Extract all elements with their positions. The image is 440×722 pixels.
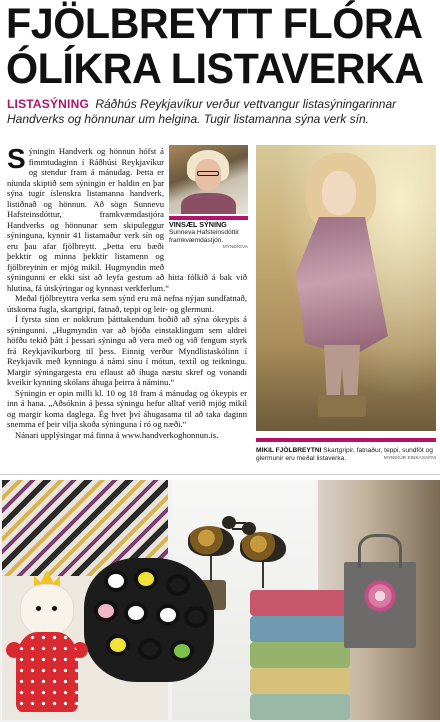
- paragraph: Í fyrsta sinn er nokkrum þátttakendum boðið að sýna ókeypis á sýningunni. „Hugmyndin var að bjóða einstaklingum sem aldrei höfðu tekið þátt í þessari sýningu að vera með og við fengum styrk frá Reykjavíkurborg til þess. Einnig verður Myndlistaskólinn í Reykjavík með kynningu á námi sínu í mótun, textíl og teikningu. Margir sýningargesta eru eflaust að íhuga næstu skref og vonandi kveikir kynning skólans áhuga þeirra á náminu.“: [7, 314, 247, 387]
- portrait-caption-title: VINSÆL SÝNING: [169, 220, 227, 229]
- headline-line-2: ÓLÍKRA LISTAVERKA: [6, 45, 424, 93]
- paragraph: Sýningin Handverk og hönnun hófst á fimmtudaginn í Ráðhúsi Reykjavíkur og stendur fram á mánudag. Þetta er níunda skiptið sem sýningin er haldin en þar sýna tugir íslenskra listamanna handverk, listiðnað og hönnun. Að sögn Sunnevu Hafsteinsdóttur, framkvæmdastjóra Handverks og hönnunar sem skipuleggur sýninguna, kynnir 41 listamaður verk sín og eru þau afar fjölbreytt. „Þetta eru bæði þekktir og minna þekktir listamenn og fjölbreytnin er mjög mikil. Hugmyndin með sýningunni er ekki síst að leyfa gestum að hitta fólkið á bak við hlutina, fá útskýringar og kynnast verkferlum.“: [7, 143, 247, 293]
- paragraph: Meðal fjölbreyttra verka sem sýnd eru má nefna nýjan sundfatnað, útskorna fugla, skartgripi, fatnað, teppi og leir- og glermuni.: [7, 293, 247, 314]
- cup-rack-sculpture: [84, 558, 214, 682]
- headline: [6, 0, 424, 93]
- product-photo-strip: [0, 480, 440, 722]
- model-caption-text: Skartgripir, fatnaður, teppi, sundföt og glermunir eru meðal listaverka.: [256, 447, 433, 463]
- folded-towel: [250, 590, 350, 616]
- carved-bird: [188, 526, 234, 556]
- model-photo-credit: MYND/ÚR EINKASAFNI: [383, 456, 436, 461]
- paragraph: Nánari upplýsingar má finna á www.handverkoghonnun.is.: [15, 429, 219, 440]
- carved-bird: [240, 532, 286, 562]
- portrait-credit: MYND/GVA: [222, 245, 248, 250]
- article-body: [7, 143, 248, 440]
- model-photo: [256, 145, 436, 431]
- folded-towel: [250, 694, 350, 720]
- lead-text: Ráðhús Reykjavíkur verður vettvangur listasýningarinnar Handverks og hönnunar um helgina. Tugir listamanna sýna verk sín.: [7, 97, 397, 126]
- headline-line-1: FJÖLBREYTT FLÓRA: [6, 0, 423, 48]
- kicker: LISTASÝNING: [7, 97, 89, 111]
- deck: [7, 97, 435, 127]
- portrait-figure: [169, 145, 248, 267]
- caption-accent-bar: [256, 438, 436, 442]
- drop-cap: S: [7, 143, 26, 174]
- folded-towel: [250, 668, 350, 694]
- tote-bag: [344, 562, 416, 648]
- rag-doll: [12, 584, 82, 714]
- folded-towel: [250, 642, 350, 668]
- model-caption-title: MIKIL FJÖLBREYTNI: [256, 447, 322, 455]
- folded-towel: [250, 616, 350, 642]
- portrait-photo: [169, 145, 248, 214]
- paragraph: Sýningin er opin milli kl. 10 og 18 fram á mánudag og ókeypis er inn á hana. „Aðsóknin á þessa sýningu hefur alltaf verið mjög mikil og margir koma daglega. Ég hvet því áhugasama til að taka daginn snemma ef þeir vilja skoða sýninguna í ró og næði.“: [7, 387, 247, 429]
- portrait-caption-text: Sunneva Hafsteinsdóttir framkvæmdastjóri.: [169, 229, 240, 244]
- divider: [0, 474, 440, 475]
